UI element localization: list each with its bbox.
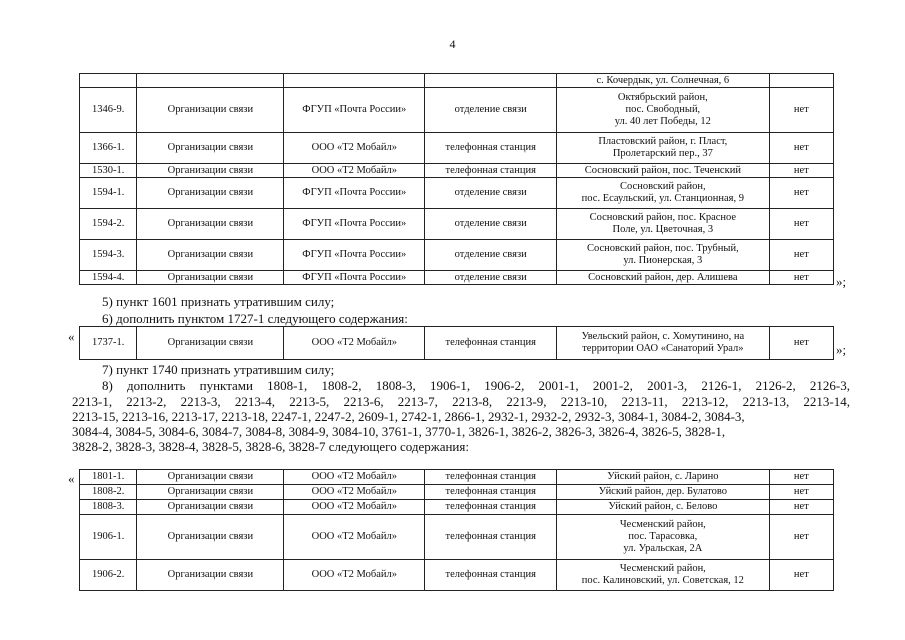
cell-category: Организации связи xyxy=(137,209,284,240)
table-row xyxy=(80,485,834,500)
cell-number: 1594-3. xyxy=(80,240,137,271)
cell-object-type: отделение связи xyxy=(425,209,557,240)
cell-object-type: телефонная станция xyxy=(425,133,557,164)
closing-quote: »; xyxy=(836,274,847,289)
cell-object-type: телефонная станция xyxy=(425,515,557,560)
cell-number: 1594-1. xyxy=(80,178,137,209)
address-line: Увельский район, с. Хомутинино, на xyxy=(581,331,745,342)
cell-category: Организации связи xyxy=(137,500,284,515)
table-continuation xyxy=(79,73,834,285)
cell-number: 1906-1. xyxy=(80,515,137,560)
cell-operator: ООО «Т2 Мобайл» xyxy=(284,560,425,591)
address-line: Уйский район, дер. Булатово xyxy=(598,486,727,497)
cell-operator xyxy=(284,74,425,88)
cell-object-type: отделение связи xyxy=(425,178,557,209)
address-line: Сосновский район, пос. Теченский xyxy=(584,164,741,176)
cell-address xyxy=(557,485,769,500)
table-row xyxy=(80,500,834,515)
address-line: ул. Уральская, 2А xyxy=(623,543,703,554)
cell-operator: ООО «Т2 Мобайл» xyxy=(284,133,425,164)
cell-number: 1530-1. xyxy=(80,164,137,178)
address-line: Уйский район, с. Белово xyxy=(608,501,718,512)
cell-flag: нет xyxy=(769,133,833,164)
cell-flag: нет xyxy=(769,240,833,271)
cell-address xyxy=(557,515,769,560)
cell-number: 1346-9. xyxy=(80,88,137,133)
cell-number: 1808-2. xyxy=(80,485,137,500)
address-line: Октябрьский район, xyxy=(617,92,708,103)
table-row xyxy=(80,178,834,209)
cell-category: Организации связи xyxy=(137,164,284,178)
cell-category: Организации связи xyxy=(137,327,284,360)
cell-category: Организации связи xyxy=(137,133,284,164)
item-8-line: 3084-4, 3084-5, 3084-6, 3084-7, 3084-8, 3084-9, 3084-10, 3761-1, 3770-1, 3826-1, 3826-2, 3826-3, 3826-4, 3826-5, 3828-1, xyxy=(72,424,726,439)
cell-flag xyxy=(769,74,833,88)
item-8-line: 3828-2, 3828-3, 3828-4, 3828-5, 3828-6, 3828-7 следующего содержания: xyxy=(72,439,469,454)
address-line: Уйский район, с. Ларино xyxy=(607,471,719,482)
cell-flag: нет xyxy=(769,327,833,360)
cell-address xyxy=(557,240,769,271)
cell-operator: ООО «Т2 Мобайл» xyxy=(284,500,425,515)
cell-address xyxy=(557,74,769,88)
cell-operator: ФГУП «Почта России» xyxy=(284,178,425,209)
cell-object-type: телефонная станция xyxy=(425,327,557,360)
table-row xyxy=(80,327,834,360)
cell-address xyxy=(557,470,769,485)
address-line: Сосновский район, дер. Алишева xyxy=(588,271,738,283)
paragraph-item-6: 6) дополнить пунктом 1727-1 следующего содержания: xyxy=(102,311,408,326)
cell-flag: нет xyxy=(769,470,833,485)
address-line: Чесменский район, xyxy=(619,563,706,574)
item-8-line: 2213-1, 2213-2, 2213-3, 2213-4, 2213-5, 2213-6, 2213-7, 2213-8, 2213-9, 2213-10, 2213-11, 2213-12, 2213-13, 2213-14, xyxy=(72,394,850,409)
closing-quote: »; xyxy=(836,342,847,357)
cell-number: 1737-1. xyxy=(80,327,137,360)
cell-operator: ФГУП «Почта России» xyxy=(284,271,425,285)
address-line: Пролетарский пер., 37 xyxy=(612,148,713,159)
cell-flag: нет xyxy=(769,500,833,515)
address-line: пос. Есаульский, ул. Станционная, 9 xyxy=(581,193,744,204)
cell-flag: нет xyxy=(769,209,833,240)
table-item-1737-1 xyxy=(79,326,834,360)
paragraph-item-7: 7) пункт 1740 признать утратившим силу; xyxy=(102,362,335,377)
address-line: Сосновский район, пос. Красное xyxy=(589,212,737,223)
cell-category: Организации связи xyxy=(137,240,284,271)
cell-object-type: отделение связи xyxy=(425,88,557,133)
cell-operator: ООО «Т2 Мобайл» xyxy=(284,515,425,560)
cell-category: Организации связи xyxy=(137,485,284,500)
opening-quote: « xyxy=(68,471,75,486)
cell-flag: нет xyxy=(769,485,833,500)
table-row xyxy=(80,560,834,591)
cell-flag: нет xyxy=(769,178,833,209)
table-row xyxy=(80,209,834,240)
cell-object-type: телефонная станция xyxy=(425,470,557,485)
address-line: пос. Калиновский, ул. Советская, 12 xyxy=(581,575,744,586)
address-line: пос. Тарасовка, xyxy=(628,531,698,542)
cell-number: 1906-2. xyxy=(80,560,137,591)
cell-address xyxy=(557,88,769,133)
cell-operator: ООО «Т2 Мобайл» xyxy=(284,485,425,500)
address-line: Сосновский район, xyxy=(620,181,706,192)
cell-operator: ООО «Т2 Мобайл» xyxy=(284,327,425,360)
cell-address xyxy=(557,271,769,285)
table-row xyxy=(80,88,834,133)
cell-operator: ООО «Т2 Мобайл» xyxy=(284,470,425,485)
cell-address xyxy=(557,327,769,360)
paragraph-item-8-list xyxy=(72,394,850,454)
table-row xyxy=(80,74,834,88)
address-line: территории ОАО «Санаторий Урал» xyxy=(582,343,744,354)
cell-operator: ФГУП «Почта России» xyxy=(284,240,425,271)
paragraph-item-8-first: 8) дополнить пунктами 1808-1, 1808-2, 1808-3, 1906-1, 1906-2, 2001-1, 2001-2, 2001-3, 2126-1, 2126-2, 2126-3, xyxy=(102,378,850,393)
page-number: 4 xyxy=(449,37,456,51)
cell-address xyxy=(557,500,769,515)
address-line: Пластовский район, г. Пласт, xyxy=(598,136,728,147)
cell-category: Организации связи xyxy=(137,271,284,285)
cell-category: Организации связи xyxy=(137,178,284,209)
table-item-8 xyxy=(79,469,834,591)
cell-operator: ФГУП «Почта России» xyxy=(284,209,425,240)
address-line: Поле, ул. Цветочная, 3 xyxy=(612,224,714,235)
cell-category: Организации связи xyxy=(137,470,284,485)
cell-operator: ФГУП «Почта России» xyxy=(284,88,425,133)
cell-number xyxy=(80,74,137,88)
address-line: ул. 40 лет Победы, 12 xyxy=(614,116,711,127)
cell-address xyxy=(557,209,769,240)
cell-object-type: телефонная станция xyxy=(425,485,557,500)
table-row xyxy=(80,271,834,285)
cell-number: 1594-4. xyxy=(80,271,137,285)
table-row xyxy=(80,470,834,485)
cell-number: 1366-1. xyxy=(80,133,137,164)
opening-quote: « xyxy=(68,329,75,344)
table-row xyxy=(80,133,834,164)
cell-object-type: отделение связи xyxy=(425,271,557,285)
cell-object-type: телефонная станция xyxy=(425,164,557,178)
paragraph-item-5: 5) пункт 1601 признать утратившим силу; xyxy=(102,294,335,309)
cell-number: 1801-1. xyxy=(80,470,137,485)
address-line: пос. Свободный, xyxy=(625,104,701,115)
table-row xyxy=(80,240,834,271)
cell-flag: нет xyxy=(769,515,833,560)
cell-address xyxy=(557,560,769,591)
address-line: ул. Пионерская, 3 xyxy=(623,255,703,266)
cell-address xyxy=(557,133,769,164)
item-8-line: 2213-15, 2213-16, 2213-17, 2213-18, 2247-1, 2247-2, 2609-1, 2742-1, 2866-1, 2932-1, 2932-2, 2932-3, 3084-1, 3084-2, 3084-3, xyxy=(72,409,745,424)
cell-flag: нет xyxy=(769,271,833,285)
address-line: Сосновский район, пос. Трубный, xyxy=(586,243,739,254)
cell-category xyxy=(137,74,284,88)
cell-operator: ООО «Т2 Мобайл» xyxy=(284,164,425,178)
cell-category: Организации связи xyxy=(137,560,284,591)
cell-object-type: телефонная станция xyxy=(425,500,557,515)
cell-flag: нет xyxy=(769,88,833,133)
address-line: с. Кочердык, ул. Солнечная, 6 xyxy=(596,74,730,86)
cell-flag: нет xyxy=(769,560,833,591)
cell-object-type: телефонная станция xyxy=(425,560,557,591)
cell-category: Организации связи xyxy=(137,515,284,560)
cell-flag: нет xyxy=(769,164,833,178)
cell-category: Организации связи xyxy=(137,88,284,133)
table-row xyxy=(80,515,834,560)
cell-number: 1594-2. xyxy=(80,209,137,240)
address-line: Чесменский район, xyxy=(619,519,706,530)
table-row xyxy=(80,164,834,178)
cell-number: 1808-3. xyxy=(80,500,137,515)
cell-object-type: отделение связи xyxy=(425,240,557,271)
cell-address xyxy=(557,164,769,178)
cell-object-type xyxy=(425,74,557,88)
cell-address xyxy=(557,178,769,209)
